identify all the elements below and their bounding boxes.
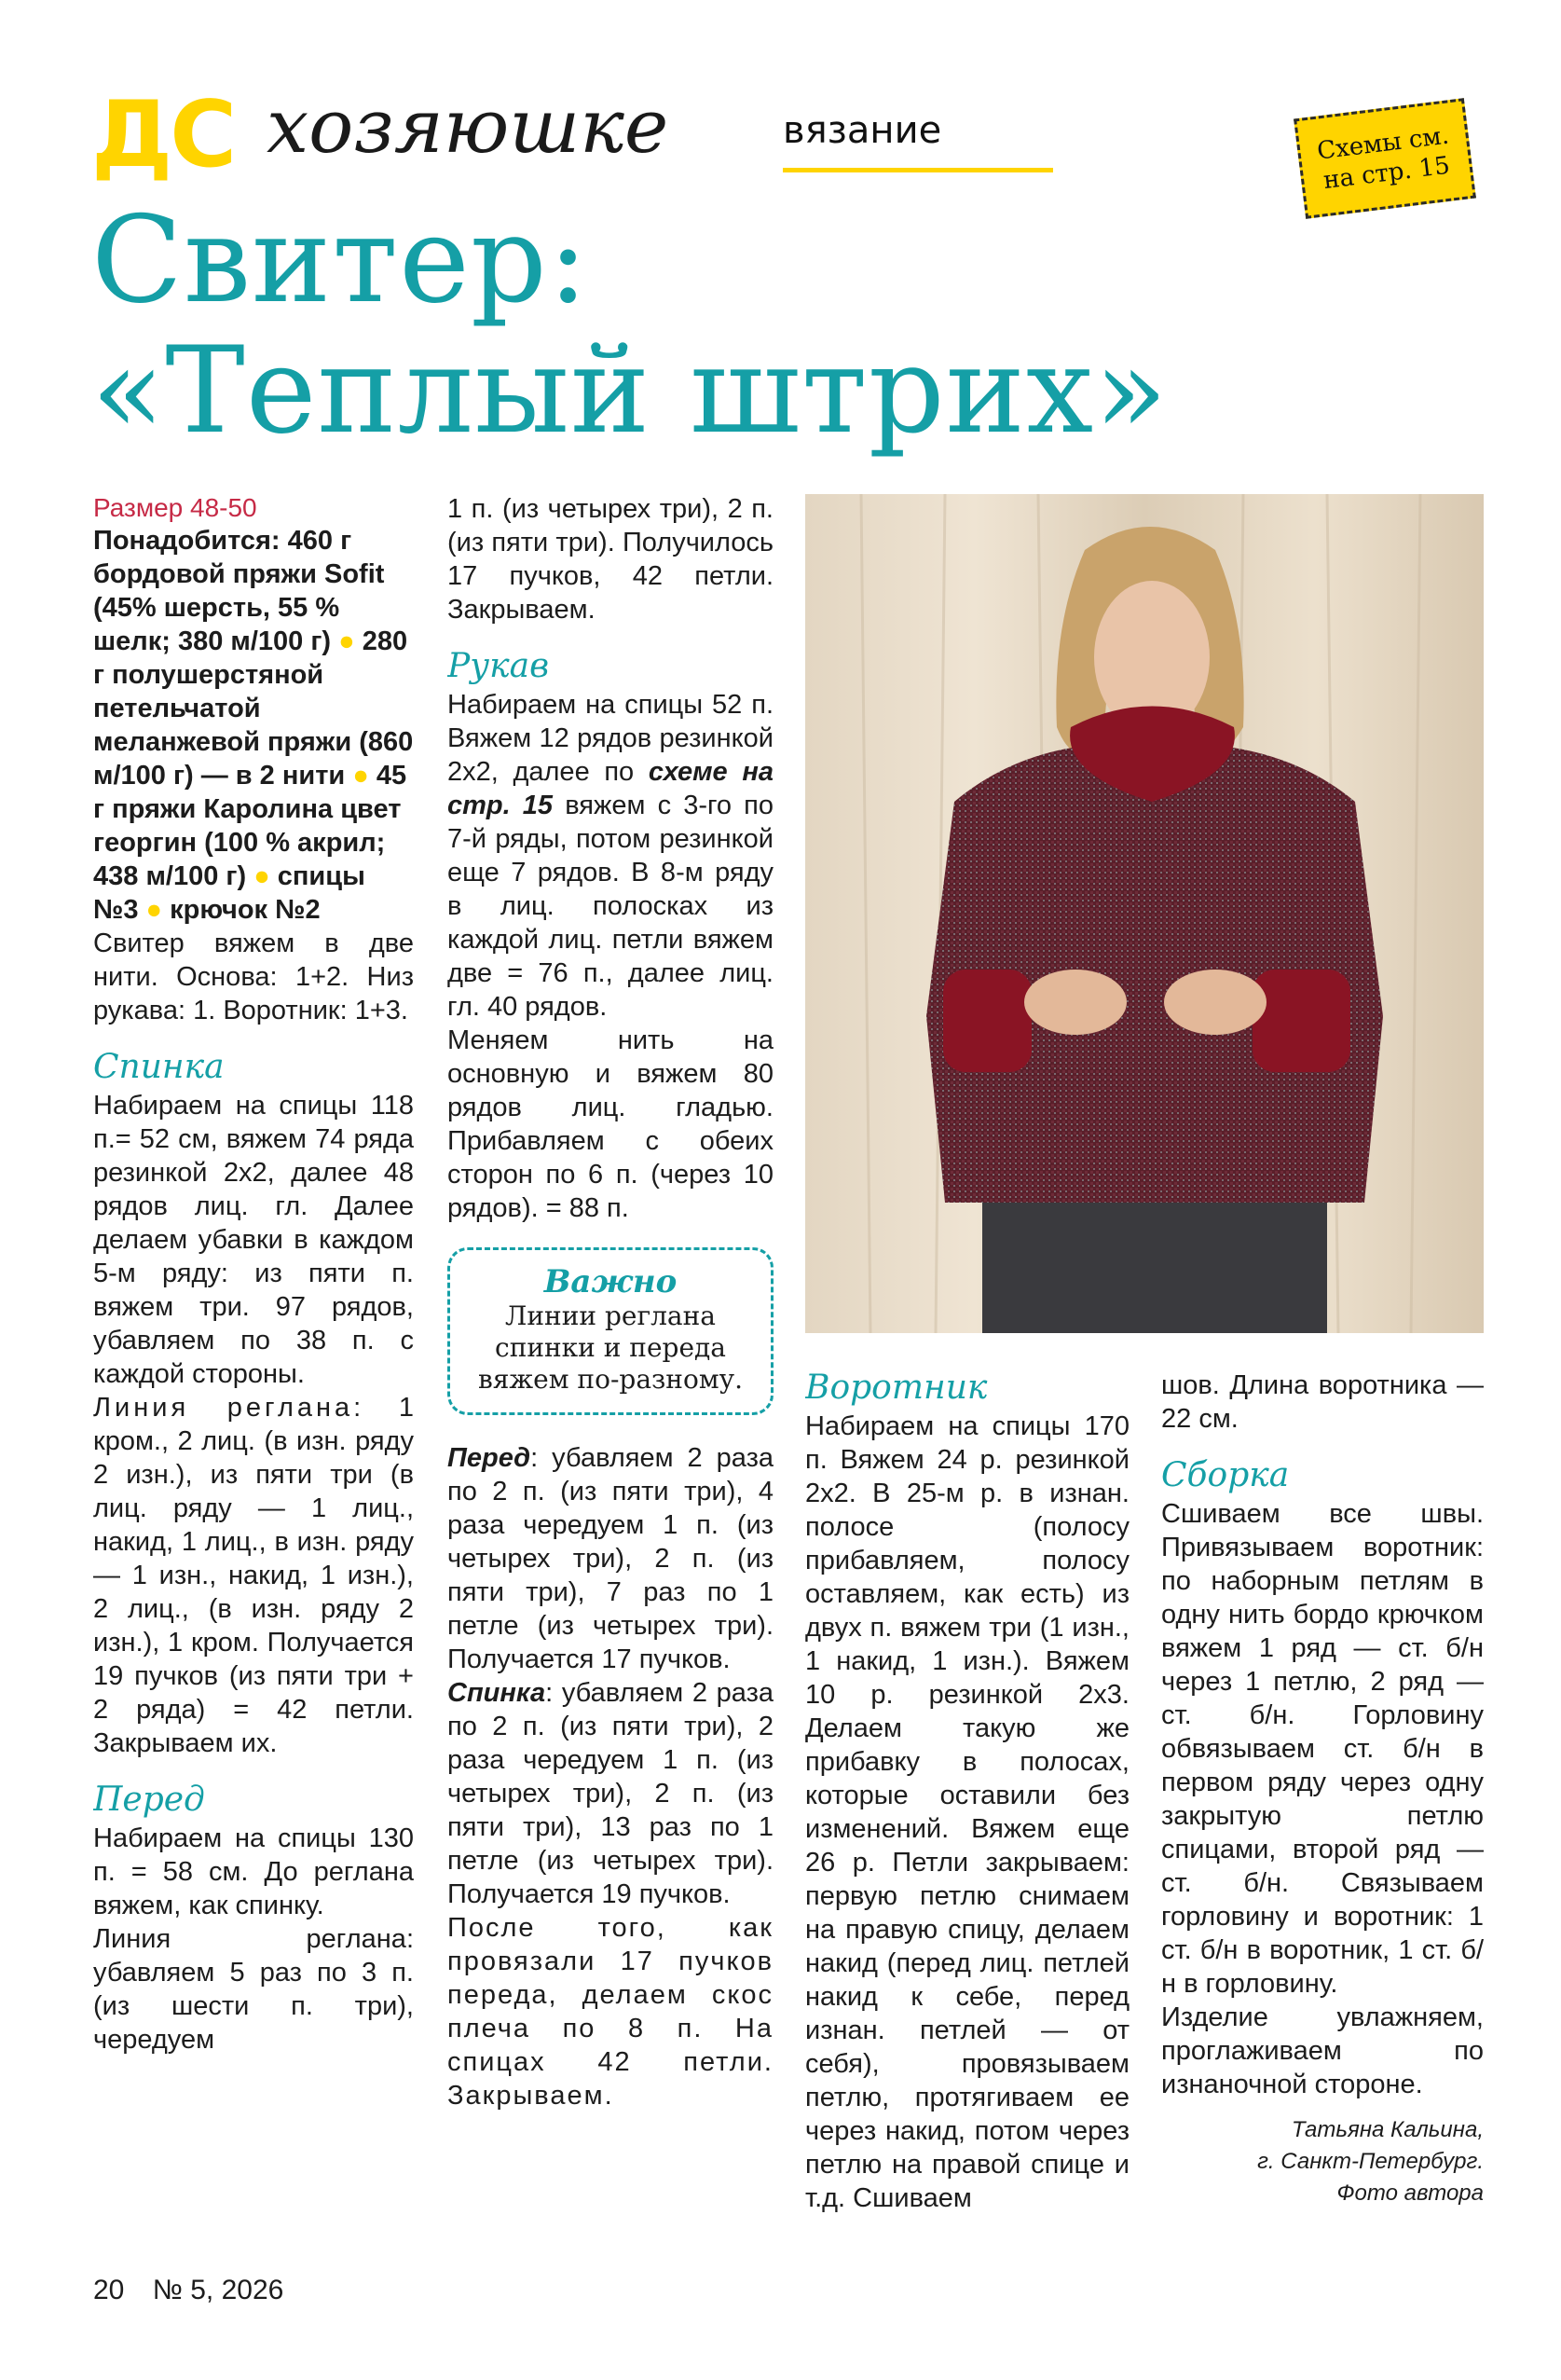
bullet-dot-icon: ● [253, 861, 278, 891]
raglan-paragraph [93, 1391, 414, 1760]
front-raglan-paragraph: Линия реглана: убавляем 5 раз по 3 п. (из шести п. три), чередуем [93, 1924, 414, 2055]
continued-paragraph: 1 п. (из четырех три), 2 п. (из пяти три). Получилось 17 пучков, 42 петли. Закрываем. [447, 494, 774, 625]
important-callout [447, 1247, 774, 1415]
sleeve-paragraph [447, 688, 774, 1024]
rubric-underline [783, 168, 1053, 172]
author-city: г. Санкт-Петербург. [1257, 2149, 1484, 2174]
column-1 [93, 492, 414, 2245]
bullet-dot-icon: ● [338, 626, 363, 656]
material-item: 45 г пряжи Каролина цвет георгин (100 % акрил; 438 м/100 г) [93, 761, 407, 891]
intro-paragraph: Свитер вяжем в две нити. Основа: 1+2. Низ рукава: 1. Воротник: 1+3. [93, 929, 414, 1025]
back-detail-text: : убавляем 2 раза по 2 п. (из пяти три), 2 раза чередуем 1 п. (из четырех три), 2 п. (из пяти три), 13 раз по 1 петле (из четырех три). Получается 19 пучков. [447, 1678, 774, 1909]
magazine-logo: ДС [91, 82, 235, 188]
sweater-photo-illustration [805, 494, 1484, 1333]
callout-title: Важно [543, 1263, 678, 1300]
sleeve-text-a: Набираем на спицы 52 п. Вяжем 12 рядов резинкой 2х2, далее по [447, 690, 774, 787]
material-item: Понадобится: 460 г бордовой пряжи Sofit (45% шерсть, 55 % шелк; 380 м/100 г) [93, 526, 385, 656]
finishing-paragraph: Изделие увлажняем, проглаживаем по изнаночной стороне. [1161, 2002, 1484, 2099]
front-detail-text: : убавляем 2 раза по 2 п. (из пяти три), 4 раза чередуем 1 п. (из четырех три), 2 п. (из пяти три), 7 раз по 1 петле (из четырех три). Получается 17 пучков. [447, 1443, 774, 1674]
author-name: Татьяна Кальина, [1291, 2117, 1484, 2142]
section-name: хозяюшке [267, 83, 669, 170]
raglan-text: 1 кром., 2 лиц. (в изн. ряду 2 изн.), из пяти три (в лиц. ряду — 1 лиц., накид, 1 лиц., в изн. ряду — 1 изн., накид, 1 изн.), 2 лиц., (в изн. ряду 2 изн.), 1 кром. Получается 19 пучков (из пяти три + 2 ряда) = 42 петли. Закрываем их. [93, 1393, 414, 1758]
sweater-photo [805, 494, 1484, 1333]
article-headline [91, 191, 1247, 461]
subheading-front: Перед [93, 1781, 205, 1819]
front-paragraph: Набираем на спицы 130 п. = 58 см. До реглана вяжем, как спинку. [93, 1823, 414, 1920]
materials-list [93, 524, 414, 927]
sleeve-paragraph-2: Меняем нить на основную и вяжем 80 рядов лиц. гладью. Прибавляем с обеих сторон по 6 п. (через 10 рядов). = 88 п. [447, 1025, 774, 1223]
subheading-assembly: Сборка [1161, 1456, 1290, 1494]
size-label: Размер 48-50 [93, 493, 257, 522]
subheading-back: Спинка [93, 1048, 225, 1086]
bullet-dot-icon: ● [352, 761, 377, 791]
column-3 [805, 1369, 1130, 2245]
photo-credit: Фото автора [1336, 2181, 1484, 2206]
assembly-paragraph: Сшиваем все швы. Привязываем воротник: по наборным петлям в одну нить бордо крючком вяжем 1 ряд — ст. б/н через 1 петлю, 2 ряд — ст. б/н. Горловину обвязываем ст. б/н в первом ряду через одну закрытую петлю спицами, второй ряд — ст. б/н. Связываем горловину и воротник: 1 ст. б/н в воротник, 1 ст. б/н в горловину. [1161, 1499, 1484, 1999]
issue-number: № 5, 2026 [152, 2275, 284, 2305]
front-label: Перед [447, 1443, 531, 1473]
page-number: 20 [93, 2275, 125, 2305]
back-label: Спинка [447, 1678, 546, 1708]
raglan-label: Линия реглана: [93, 1393, 365, 1423]
subheading-collar: Воротник [805, 1369, 988, 1407]
headline-line-2: «Теплый штрих» [91, 322, 1169, 461]
collar-continued: шов. Длина воротника — 22 см. [1161, 1370, 1484, 1434]
material-item: спицы №3 [93, 861, 365, 925]
callout-text: Линии реглана спинки и переда вяжем по-разному. [478, 1300, 743, 1395]
collar-paragraph: Набираем на спицы 170 п. Вяжем 24 р. резинкой 2х2. В 25-м р. в изнан. полосе (полосу прибавляем, полосу оставляем, как есть) из двух п. вяжем три (1 изн., 1 накид, 1 изн.). Вяжем 10 р. резинкой 2х3. Делаем такую же прибавку в полосах, которые оставили без изменений. Вяжем еще 26 р. Петли закрываем: первую петлю снимаем на правую спицу, делаем накид (перед лиц. петлей накид к себе, перед изнан. петлей — от себя), провязываем петлю, протягиваем ее через накид, потом через петлю на правой спице и т.д. Сшиваем [805, 1411, 1130, 2213]
front-raglan-detail [447, 1441, 774, 1676]
column-4 [1161, 1369, 1484, 2245]
rubric-label: вязание [783, 109, 942, 152]
page-footer [93, 2275, 283, 2306]
material-item: 280 г полушерстяной петельчатой меланжевой пряжи (860 м/100 г) — в 2 нити [93, 626, 414, 791]
scheme-reference: схеме на стр. 15 [447, 757, 774, 820]
material-item: крючок №2 [170, 895, 321, 925]
back-raglan-detail [447, 1676, 774, 1911]
back-paragraph: Набираем на спицы 118 п.= 52 см, вяжем 74 ряда резинкой 2х2, далее 48 рядов лиц. гл. Далее делаем убавки в каждом 5-м ряду: из пяти п. вяжем три. 97 рядов, убавляем по 38 п. с каждой стороны. [93, 1091, 414, 1389]
subheading-sleeve: Рукав [447, 647, 550, 685]
bullet-dot-icon: ● [145, 895, 171, 925]
schemes-sticker: Схемы см. на стр. 15 [1294, 98, 1476, 219]
shoulder-paragraph: После того, как провязали 17 пучков переда, делаем скос плеча по 8 п. На спицах 42 петли. Закрываем. [447, 1913, 774, 2111]
headline-line-1: Свитер: [91, 191, 589, 330]
column-2 [447, 492, 774, 2245]
sleeve-text-b: вяжем с 3-го по 7-й ряды, потом резинкой еще 7 рядов. В 8-м ряду в лиц. полосках из каждой лиц. петли вяжем две = 76 п., далее лиц. гл. 40 рядов. [447, 791, 774, 1022]
